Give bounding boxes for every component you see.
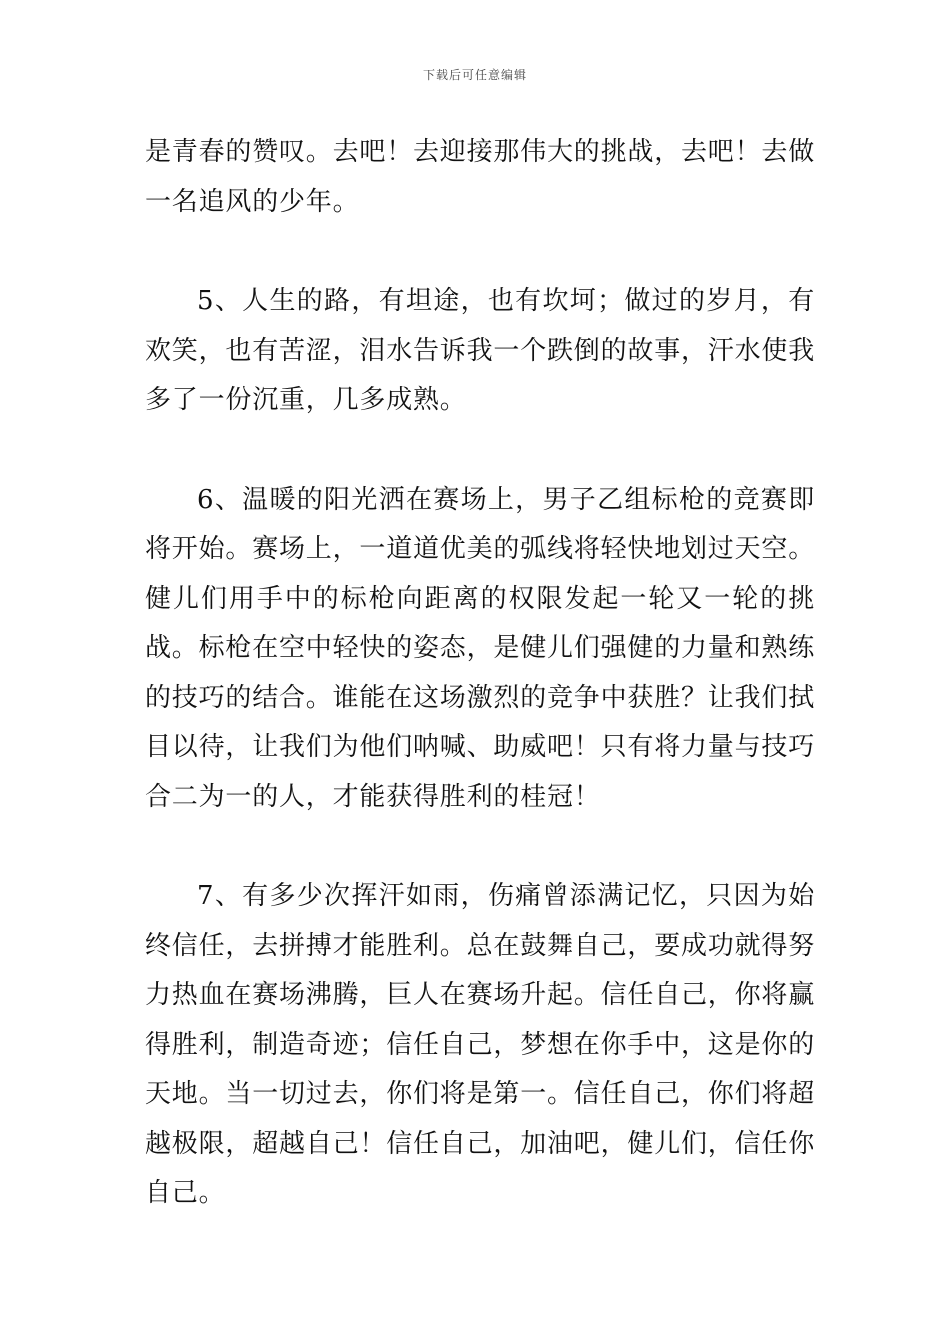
paragraph-gap	[145, 426, 815, 476]
paragraph-gap	[145, 227, 815, 277]
paragraph-item-7: 7、有多少次挥汗如雨，伤痛曾添满记忆，只因为始终信任，去拼搏才能胜利。总在鼓舞自己，要成功就得努力热血在赛场沸腾，巨人在赛场升起。信任自己，你将赢得胜利，制造奇迹；信任自己，梦想在你手中，这是你的天地。当一切过去，你们将是第一。信任自己，你们将超越极限，超越自己！信任自己，加油吧，健儿们，信任你自己。	[145, 881, 816, 1208]
paragraph-gap	[145, 822, 815, 872]
page-header-note: 下载后可任意编辑	[422, 68, 527, 82]
paragraph-item-6: 6、温暖的阳光洒在赛场上，男子乙组标枪的竞赛即将开始。赛场上，一道道优美的弧线将轻快地划过天空。健儿们用手中的标枪向距离的权限发起一轮又一轮的挑战。标枪在空中轻快的姿态，是健儿们强健的力量和熟练的技巧的结合。谁能在这场激烈的竞争中获胜？让我们拭目以待，让我们为他们呐喊、助威吧！只有将力量与技巧合二为一的人，才能获得胜利的桂冠！	[145, 484, 816, 812]
paragraph-continuation: 是青春的赞叹。去吧！去迎接那伟大的挑战，去吧！去做一名追风的少年。	[145, 137, 816, 217]
document-body	[145, 128, 815, 1219]
paragraph-item-5: 5、人生的路，有坦途，也有坎坷；做过的岁月，有欢笑，也有苦涩，泪水告诉我一个跌倒的故事，汗水使我多了一份沉重，几多成熟。	[145, 286, 816, 415]
